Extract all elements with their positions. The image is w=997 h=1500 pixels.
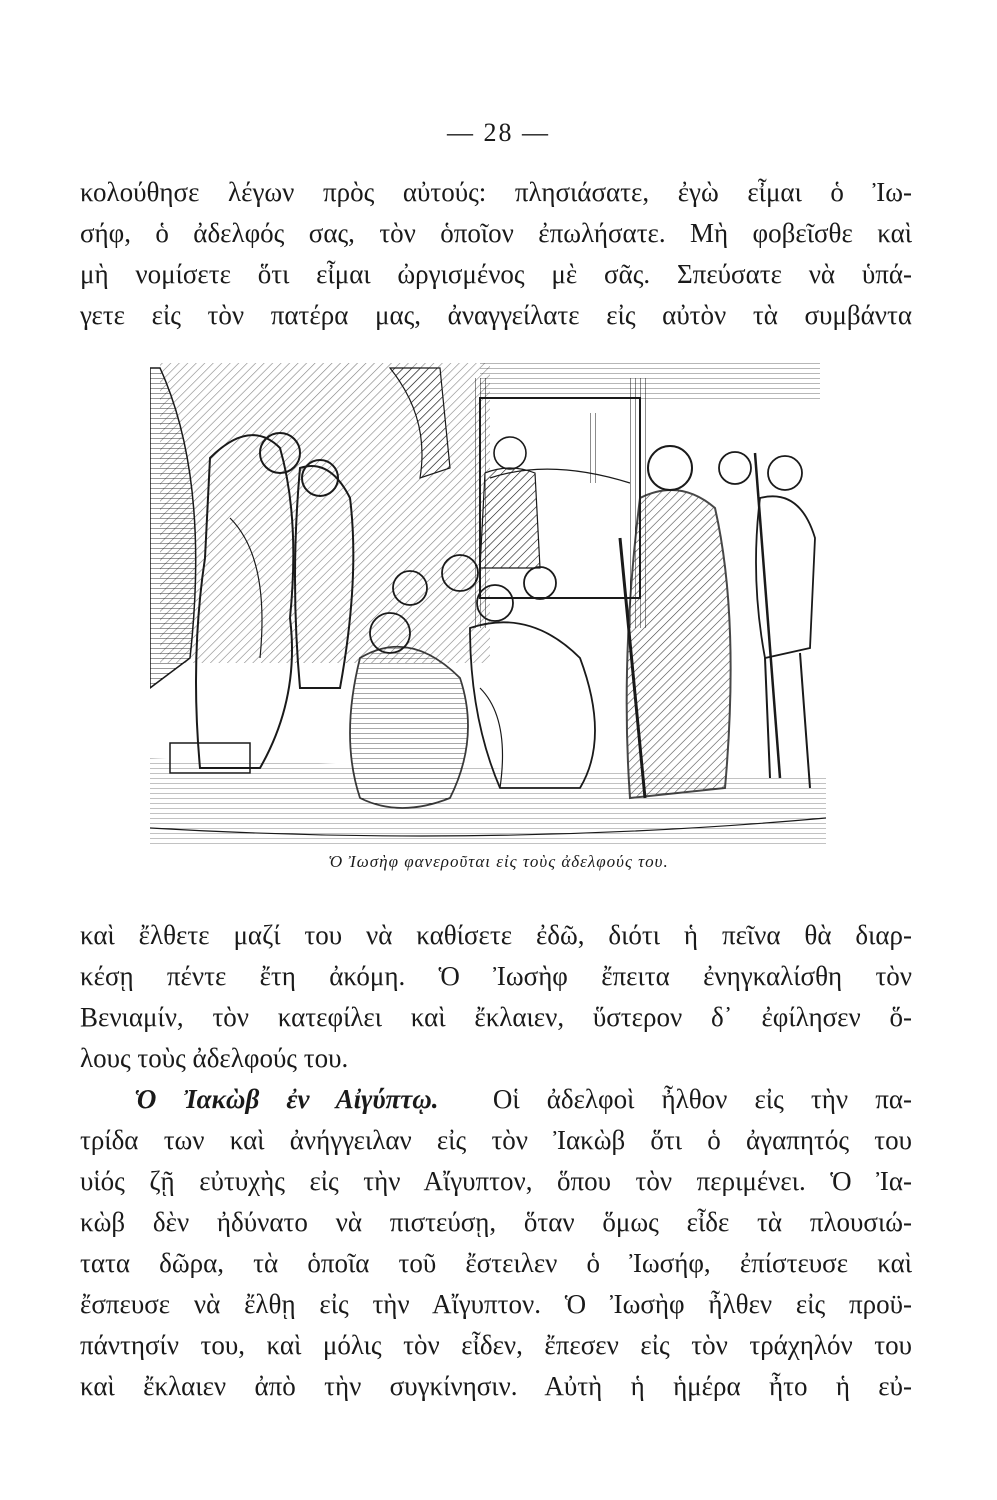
text-line: κολούθησε λέγων πρὸς αὐτούς: πλησιάσατε, ἐγὼ εἶμαι ὁ Ἰω- (80, 177, 912, 207)
text-line: σήφ, ὁ ἀδελφός σας, τὸν ὁποῖον ἐπωλήσατε. Μὴ φοβεῖσθε καὶ (80, 218, 912, 248)
bottom-paragraph (80, 915, 912, 1407)
text-line: πάντησίν του, καὶ μόλις τὸν εἶδεν, ἔπεσεν εἰς τὸν τράχηλόν του (80, 1330, 912, 1360)
text-line: Βενιαμίν, τὸν κατεφίλει καὶ ἔκλαιεν, ὕστερον δ᾽ ἐφίλησεν ὅ- (80, 1002, 912, 1032)
section-heading: Ὁ Ἰακὼβ ἐν Αἰγύπτῳ. (134, 1084, 439, 1114)
page-number: — 28 — (447, 118, 550, 147)
text-line: κὼβ δὲν ἠδύνατο νὰ πιστεύσῃ, ὅταν ὅμως εἶδε τὰ πλουσιώ- (80, 1207, 912, 1237)
text-line: καὶ ἔλθετε μαζί του νὰ καθίσετε ἐδῶ, διότι ἡ πεῖνα θὰ διαρ- (80, 920, 912, 950)
section-first-line-text: Οἱ ἀδελφοὶ ἦλθον εἰς τὴν πα- (492, 1084, 912, 1114)
text-line: κέσῃ πέντε ἔτη ἀκόμη. Ὁ Ἰωσὴφ ἔπειτα ἐνηγκαλίσθη τὸν (80, 961, 912, 991)
text-line: τατα δῶρα, τὰ ὁποῖα τοῦ ἔστειλεν ὁ Ἰωσήφ, ἐπίστευσε καὶ (80, 1248, 912, 1278)
section-first-line (80, 1079, 912, 1120)
text-line: υἱός ζῇ εὐτυχὴς εἰς τὴν Αἴγυπτον, ὅπου τὸν περιμένει. Ὁ Ἰα- (80, 1166, 912, 1196)
text-line: λους τοὺς ἀδελφούς του. (80, 1043, 349, 1073)
engraving-illustration (150, 358, 826, 846)
text-line: καὶ ἔκλαιεν ἀπὸ τὴν συγκίνησιν. Αὐτὴ ἡ ἡμέρα ἦτο ἡ εὐ- (80, 1371, 912, 1401)
text-line: ἔσπευσε νὰ ἔλθῃ εἰς τὴν Αἴγυπτον. Ὁ Ἰωσὴφ ἦλθεν εἰς προϋ- (80, 1289, 912, 1319)
text-line: τρίδα των καὶ ἀνήγγειλαν εἰς τὸν Ἰακὼβ ὅτι ὁ ἀγαπητός του (80, 1125, 912, 1155)
text-line: γετε εἰς τὸν πατέρα μας, ἀναγγείλατε εἰς αὐτὸν τὰ συμβάντα (80, 300, 912, 330)
text-line: μὴ νομίσετε ὅτι εἶμαι ὠργισμένος μὲ σᾶς. Σπεύσατε νὰ ὑπά- (80, 259, 912, 289)
engraving-joseph-reveals-himself (150, 358, 826, 846)
top-paragraph (80, 172, 912, 336)
figure-caption: Ὁ Ἰωσὴφ φανεροῦται εἰς τοὺς ἀδελφούς του. (328, 852, 669, 871)
